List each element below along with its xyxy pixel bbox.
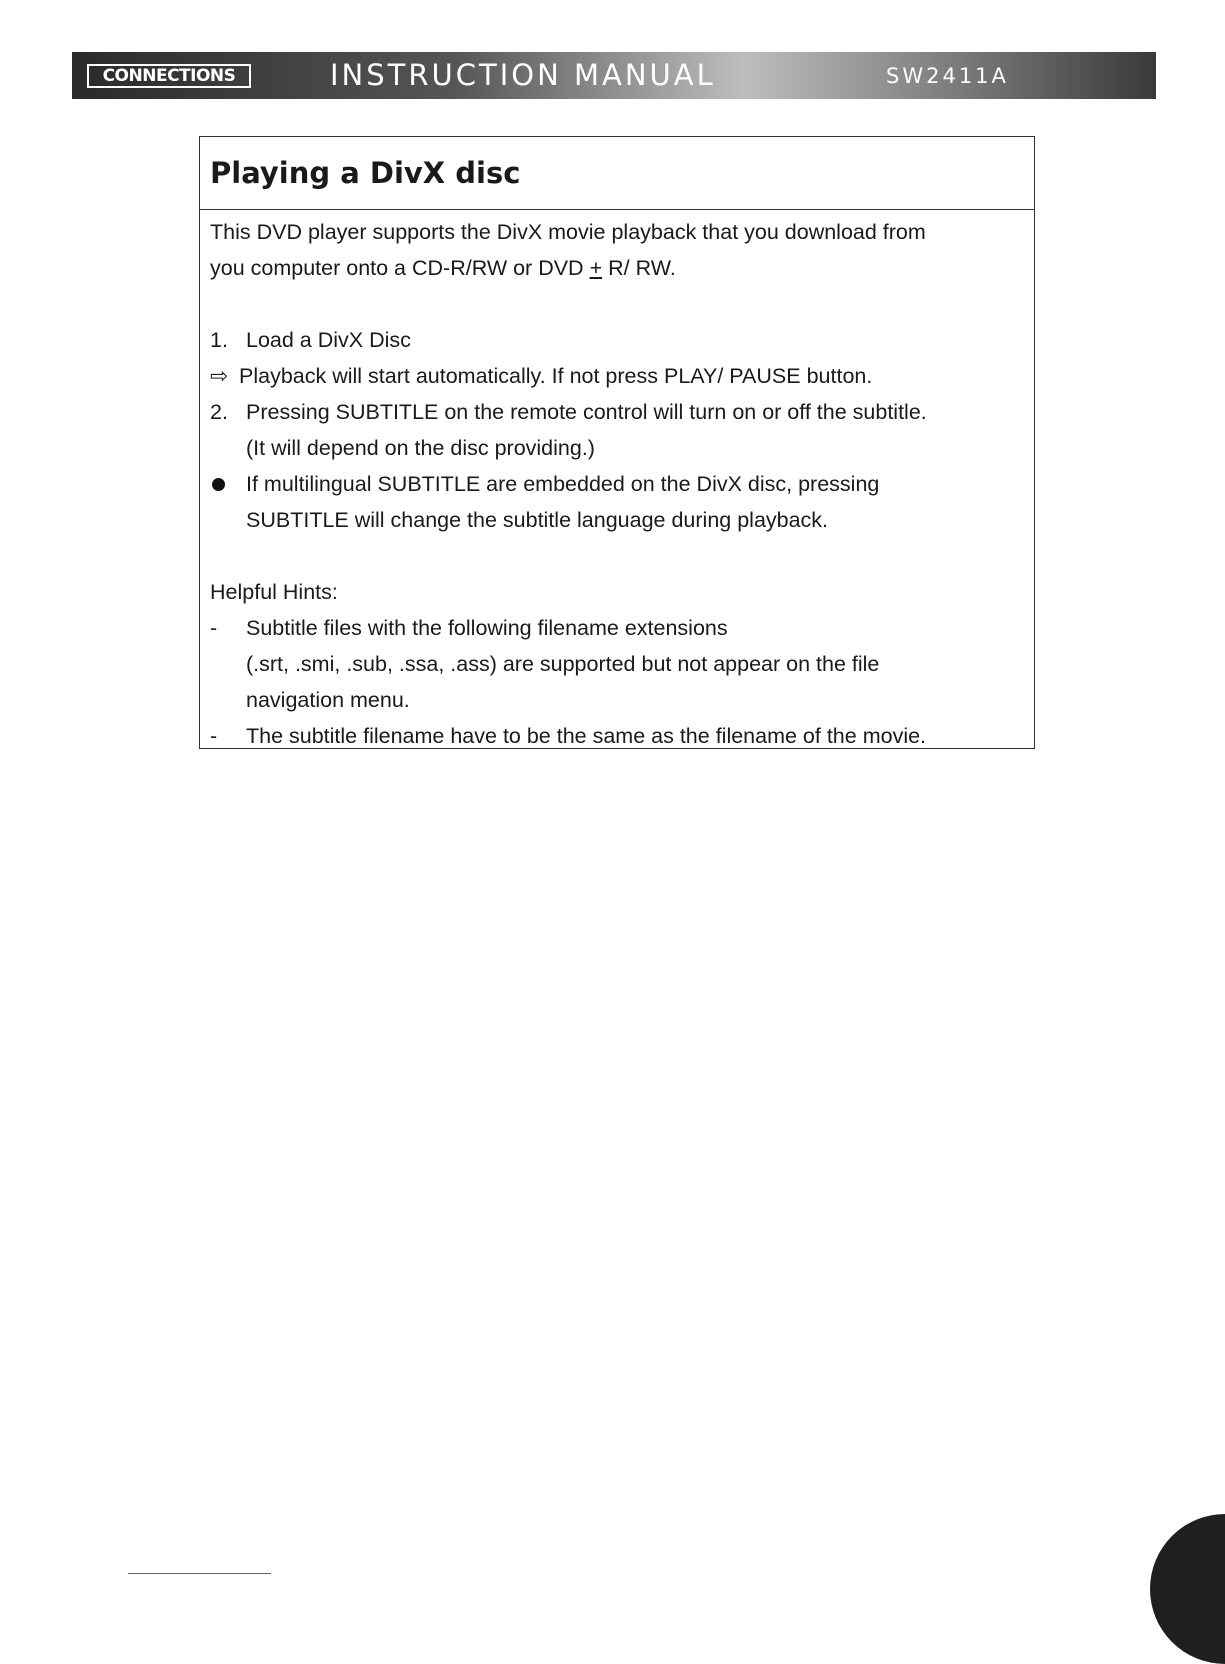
hint-1 [210,610,1024,646]
step-1 [210,322,1024,358]
bullet-marker [210,466,246,502]
bullet-text: If multilingual SUBTITLE are embedded on the DivX disc, pressing [246,472,880,496]
intro-text-a: you computer onto a CD-R/RW or DVD [210,256,590,280]
manual-title: INSTRUCTION MANUAL [330,58,716,92]
bullet-dot-icon [212,478,225,491]
hint-1-line-2: (.srt, .smi, .sub, .ssa, .ass) are supported but not appear on the file [246,652,880,676]
model-number: SW2411A [886,64,1009,88]
plus-minus-symbol: + [589,256,603,280]
spacer [210,538,1024,574]
step-1-result-text: Playback will start automatically. If not press PLAY/ PAUSE button. [239,364,873,388]
hint-1-line-3: navigation menu. [246,688,410,712]
arrow-right-icon: ⇨ [210,364,229,388]
hint-1-marker: - [210,616,218,640]
bullet-continuation: SUBTITLE will change the subtitle language during playback. [246,508,829,532]
step-2-number: 2. [210,400,228,424]
step-1-result [210,358,1024,394]
step-1-number: 1. [210,328,228,352]
header-bar [72,52,1156,99]
intro-text-b: R/ RW. [602,256,676,280]
hints-title: Helpful Hints: [210,580,338,604]
footer-line [128,1573,271,1574]
step-1-text: Load a DivX Disc [246,328,411,352]
hint-2 [210,718,1024,754]
brand-logo: CONNECTIONS [87,64,251,88]
content-box [199,136,1035,749]
intro-line-2 [210,250,1024,286]
section-header [200,137,1034,210]
hint-2-marker: - [210,724,218,748]
page-corner-tab [1150,1514,1225,1664]
spacer [210,286,1024,322]
bullet-item [210,466,1024,502]
section-body [200,210,1034,754]
step-2-continuation: (It will depend on the disc providing.) [246,436,595,460]
hint-2-text: The subtitle filename have to be the same as the filename of the movie. [246,724,927,748]
step-2-text: Pressing SUBTITLE on the remote control will turn on or off the subtitle. [246,400,927,424]
section-title: Playing a DivX disc [210,156,521,190]
step-2 [210,394,1024,430]
intro-line-1: This DVD player supports the DivX movie playback that you download from [210,220,926,244]
hint-1-line-1: Subtitle files with the following filename extensions [246,616,728,640]
